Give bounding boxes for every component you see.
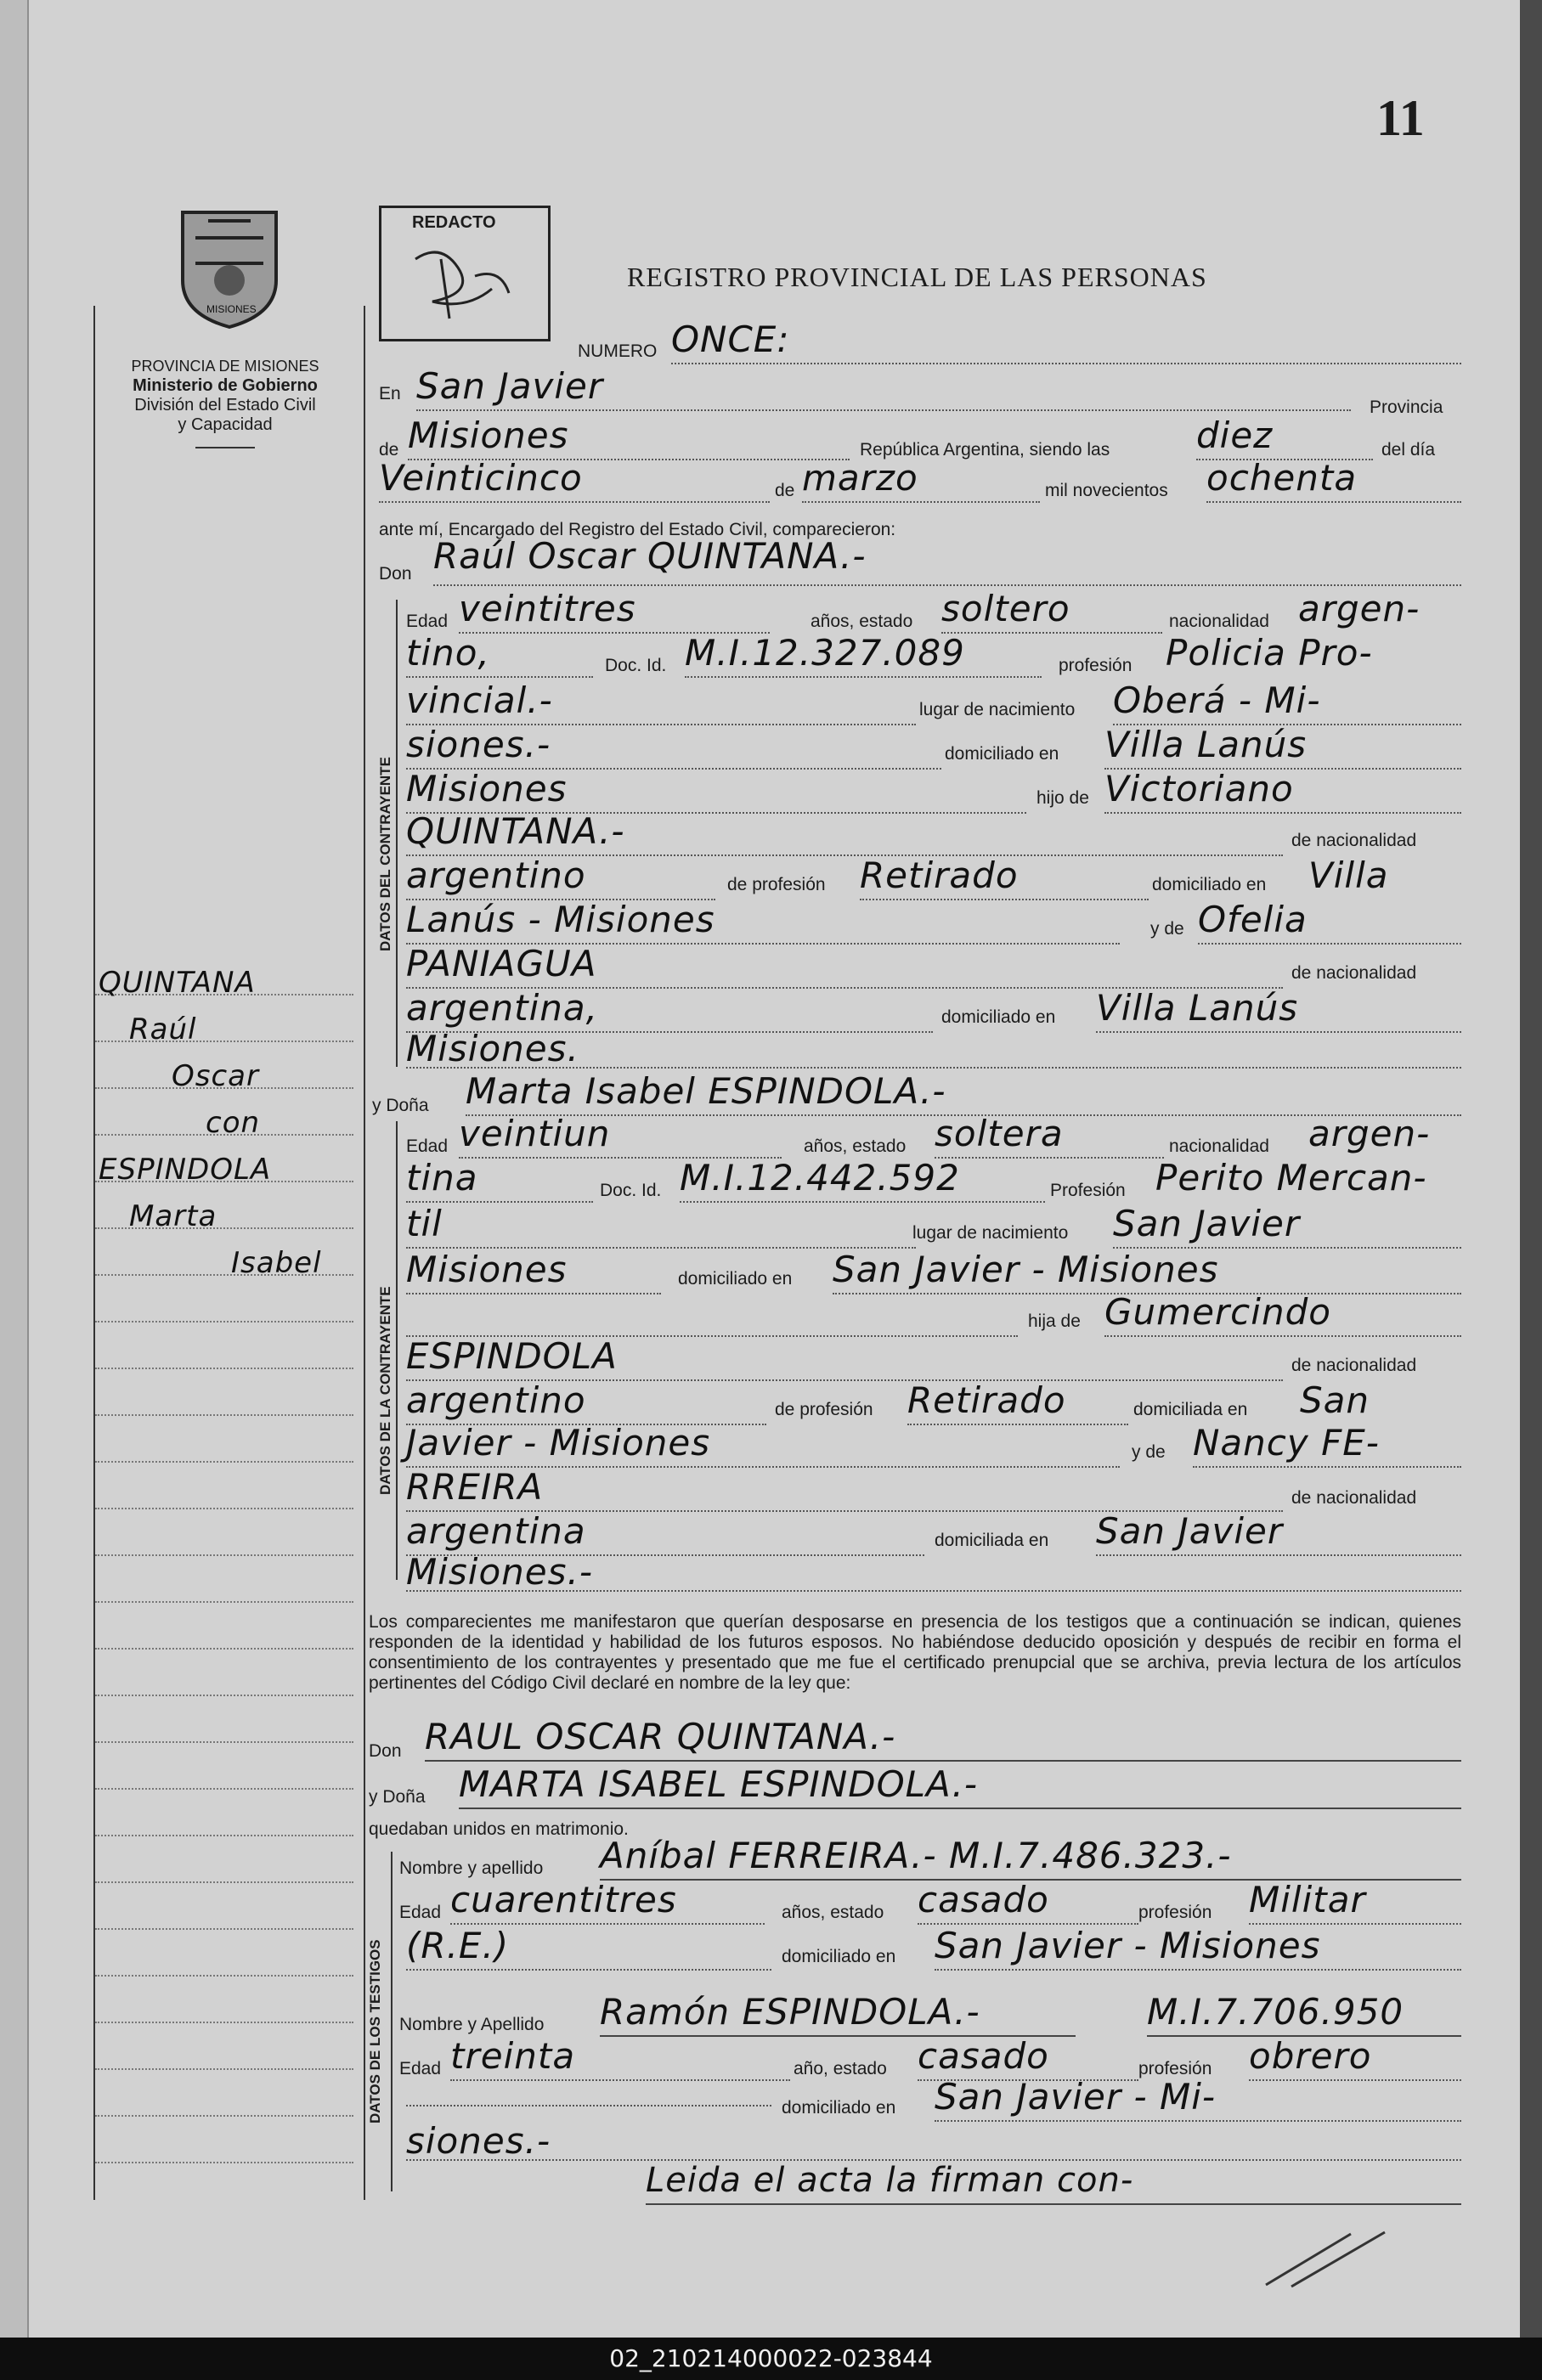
bride-father-dom-cont: Javier - Misiones [406,1422,1120,1468]
w2-nombre-label: Nombre y Apellido [399,2015,545,2034]
groom-father-nac: argentino [406,854,715,900]
stamp-label: REDACTO [412,213,496,232]
groom-dom2-label: domiciliado en [941,1007,1056,1027]
bride-father-name: Gumercindo [1104,1291,1461,1337]
groom-father-dom: Villa [1308,854,1389,896]
groom-father-surname: QUINTANA.- [406,810,1283,856]
bride-nac-label: nacionalidad [1169,1136,1269,1156]
bride-edad-label: Edad [406,1136,449,1156]
margin-note-line: Oscar [172,1059,259,1093]
bride-prof-cont: til [406,1203,916,1249]
bride-nac-cont: tina [406,1157,593,1203]
stamp-signature-icon [381,208,548,339]
sidebar-header [98,357,353,448]
month-value: marzo [802,457,1040,503]
bride-father-surname: ESPINDOLA [406,1335,1283,1381]
bride-doc-value: M.I.12.442.592 [680,1157,1045,1203]
w2-dom-cont: siones.- [406,2120,1461,2161]
groom-estado-value: soltero [941,588,1162,634]
groom-de-nac2-label: de nacionalidad [1291,963,1417,983]
bride-hija-label: hija de [1028,1311,1081,1331]
ante-label: ante mí, Encargado del Registro del Estado Civil, comparecieron: [379,520,896,539]
bride-line-blank [406,1291,1018,1337]
bride-mother-dom-cont: Misiones.- [406,1551,1461,1592]
registry-title: REGISTRO PROVINCIAL DE LAS PERSONAS [627,262,1207,292]
bride-de-nac2-label: de nacionalidad [1291,1488,1417,1508]
bride-father-prof: Retirado [907,1379,1128,1425]
bride-y-de-label: y de [1132,1442,1166,1462]
bride-estado-value: soltera [935,1113,1164,1159]
w1-edad-value: cuarentitres [450,1879,765,1925]
bride-doc-label: Doc. Id. [600,1181,662,1200]
bride-mother-name: Nancy FE- [1193,1422,1461,1468]
bride-lugar-cont: Misiones [406,1249,661,1294]
ministry-name: Ministerio de Gobierno [133,376,318,395]
don-value: Raúl Oscar QUINTANA.- [433,535,1461,586]
w1-dom-label: domiciliado en [782,1947,896,1966]
footer-id: 02_210214000022-023844 [0,2338,1542,2380]
groom-nac-label: nacionalidad [1169,612,1269,631]
w2-dom-label: domiciliado en [782,2098,896,2118]
groom-prof-label: profesión [1059,656,1132,675]
bride-dom-value: San Javier - Misiones [833,1249,1461,1294]
w2-edad-label: Edad [399,2059,442,2078]
don-label: Don [379,564,412,584]
decl-don-label: Don [369,1741,402,1761]
bride-father-nac: argentino [406,1379,766,1425]
bride-father-dom: San [1300,1379,1370,1421]
bride-mother-surname: RREIRA [406,1466,1283,1512]
bride-y-dona-label: y Doña [372,1096,429,1115]
groom-hijo-label: hijo de [1036,788,1089,808]
binding-spine [0,0,29,2338]
w1-nombre-value: Aníbal FERREIRA.- M.I.7.486.323.- [600,1835,1461,1881]
bride-estado-label: años, estado [804,1136,907,1156]
groom-edad-label: Edad [406,612,449,631]
groom-mother-name: Ofelia [1198,899,1461,945]
w2-prof-value: obrero [1249,2035,1461,2081]
bride-prof-value: Perito Mercan- [1155,1157,1427,1198]
groom-de-nac-label: de nacionalidad [1291,831,1417,850]
margin-note-line: con [206,1106,261,1140]
hour-value: diez [1196,415,1373,460]
numero-label: NUMERO [578,341,658,361]
groom-doc-value: M.I.12.327.089 [685,632,1042,678]
groom-doc-label: Doc. Id. [605,656,667,675]
groom-father-name: Victoriano [1104,768,1461,814]
w2-blank [406,2079,771,2106]
w1-nombre-label: Nombre y apellido [399,1858,544,1878]
capacity-name: y Capacidad [178,415,273,434]
bride-de-nac-label: de nacionalidad [1291,1356,1417,1375]
province-name: PROVINCIA DE MISIONES [131,358,319,375]
groom-prof-value: Policia Pro- [1166,632,1373,674]
bride-side-label: DATOS DE LA CONTRAYENTE [377,1286,393,1495]
w2-doc-value: M.I.7.706.950 [1147,1991,1461,2037]
province-seal-icon [174,204,285,336]
en-label: En [379,384,401,403]
signature-mark-icon [1257,2225,1402,2293]
groom-lugar-value: Oberá - Mi- [1113,680,1461,725]
w1-estado-label: años, estado [782,1903,884,1922]
bride-prof-label: Profesión [1050,1181,1126,1200]
decl-dona-label: y Doña [369,1787,426,1807]
margin-note-line: ESPINDOLA [99,1153,272,1187]
margin-note [95,960,353,1287]
groom-edad-value: veintitres [459,588,770,634]
groom-mother-dom-cont: Misiones. [406,1028,1461,1069]
groom-dom-cont: Misiones [406,768,1026,814]
groom-mother-nac: argentina, [406,987,933,1033]
groom-de-prof-label: de profesión [727,875,826,894]
bride-edad-value: veintiun [459,1113,782,1159]
page-number: 11 [1376,90,1425,146]
groom-estado-label: años, estado [811,612,913,631]
margin-note-line: Isabel [231,1246,322,1280]
w1-edad-label: Edad [399,1903,442,1922]
margin-note-line: QUINTANA [99,966,256,1000]
w1-prof-cont: (R.E.) [406,1925,771,1971]
decl-closing: quedaban unidos en matrimonio. [369,1819,629,1839]
groom-mother-dom: Villa Lanús [1096,987,1461,1033]
bride-mother-dom: San Javier [1096,1510,1461,1556]
witness-side-label: DATOS DE LOS TESTIGOS [367,1939,383,2123]
margin-note-line: Raúl [129,1012,197,1046]
w2-prof-label: profesión [1138,2059,1212,2078]
w2-nombre-value: Ramón ESPINDOLA.- [600,1991,1076,2037]
groom-mother-surname: PANIAGUA [406,943,1283,989]
bride-dom2-label: domiciliada en [935,1531,1049,1550]
bride-de-prof-label: de profesión [775,1400,873,1419]
closing-handwriting: Leida el acta la firman con- [646,2161,1461,2205]
republica-label: República Argentina, siendo las [860,440,1110,460]
bride-name: Marta Isabel ESPINDOLA.- [466,1070,1461,1116]
mil-label: mil novecientos [1045,481,1168,500]
de-label: de [379,440,399,460]
margin-note-line: Marta [129,1199,217,1233]
numero-value: ONCE: [671,319,1461,364]
w2-edad-value: treinta [450,2035,790,2081]
groom-father-dom-cont: Lanús - Misiones [406,899,1120,945]
decl-don-value: RAUL OSCAR QUINTANA.- [425,1716,1461,1762]
day-value: Veinticinco [379,457,770,503]
groom-side-label: DATOS DEL CONTRAYENTE [377,757,393,951]
declaration-text: Los comparecientes me manifestaron que querían desposarse en presencia de los testigos que a continuación se indican, quienes responden de la identidad y habilidad de los futuros esposos. No habiéndose deducido oposición y después de recibir en forma el consentimiento de los contrayentes y presentado que me fue el certificado prenupcial que se archiva, previa lectura de los artículos pertinentes del Código Civil declaré en nombre de la ley que: [369,1612,1461,1693]
groom-nac-value: argen- [1298,588,1421,629]
groom-dom-value: Villa Lanús [1104,724,1461,770]
division-name: División del Estado Civil [134,396,316,415]
w2-estado-value: casado [918,2035,1138,2081]
groom-dom-label: domiciliado en [945,744,1059,764]
w1-prof-label: profesión [1138,1903,1212,1922]
bride-lugar-value: San Javier [1113,1203,1461,1249]
groom-father-prof: Retirado [860,854,1149,900]
del-dia-label: del día [1381,440,1436,460]
w1-prof-value: Militar [1249,1879,1461,1925]
bride-mother-nac: argentina [406,1510,924,1556]
groom-prof-cont: vincial.- [406,680,916,725]
w2-dom-value: San Javier - Mi- [935,2076,1461,2122]
bride-lugar-label: lugar de nacimiento [912,1223,1069,1243]
provincia-label: Provincia [1370,398,1443,417]
decl-dona-value: MARTA ISABEL ESPINDOLA.- [459,1763,1461,1809]
groom-lugar-cont: siones.- [406,724,941,770]
bride-dom-label: domiciliado en [678,1269,793,1289]
groom-nac-cont: tino, [406,632,593,678]
bride-nac-value: argen- [1308,1113,1431,1154]
en-value: San Javier [416,365,1351,411]
groom-y-de-label: y de [1150,919,1184,939]
de2-label: de [775,481,795,500]
groom-lugar-label: lugar de nacimiento [919,700,1076,719]
w1-estado-value: casado [918,1879,1138,1925]
year-value: ochenta [1206,457,1461,503]
groom-dom-en-label: domiciliado en [1152,875,1267,894]
w2-estado-label: año, estado [794,2059,887,2078]
seal-text: MISIONES [206,303,257,315]
bride-dom-en-label: domiciliada en [1133,1400,1248,1419]
de-value: Misiones [408,415,850,460]
redacto-stamp [379,206,551,341]
w1-dom-value: San Javier - Misiones [935,1925,1461,1971]
page-edge [1520,0,1542,2338]
